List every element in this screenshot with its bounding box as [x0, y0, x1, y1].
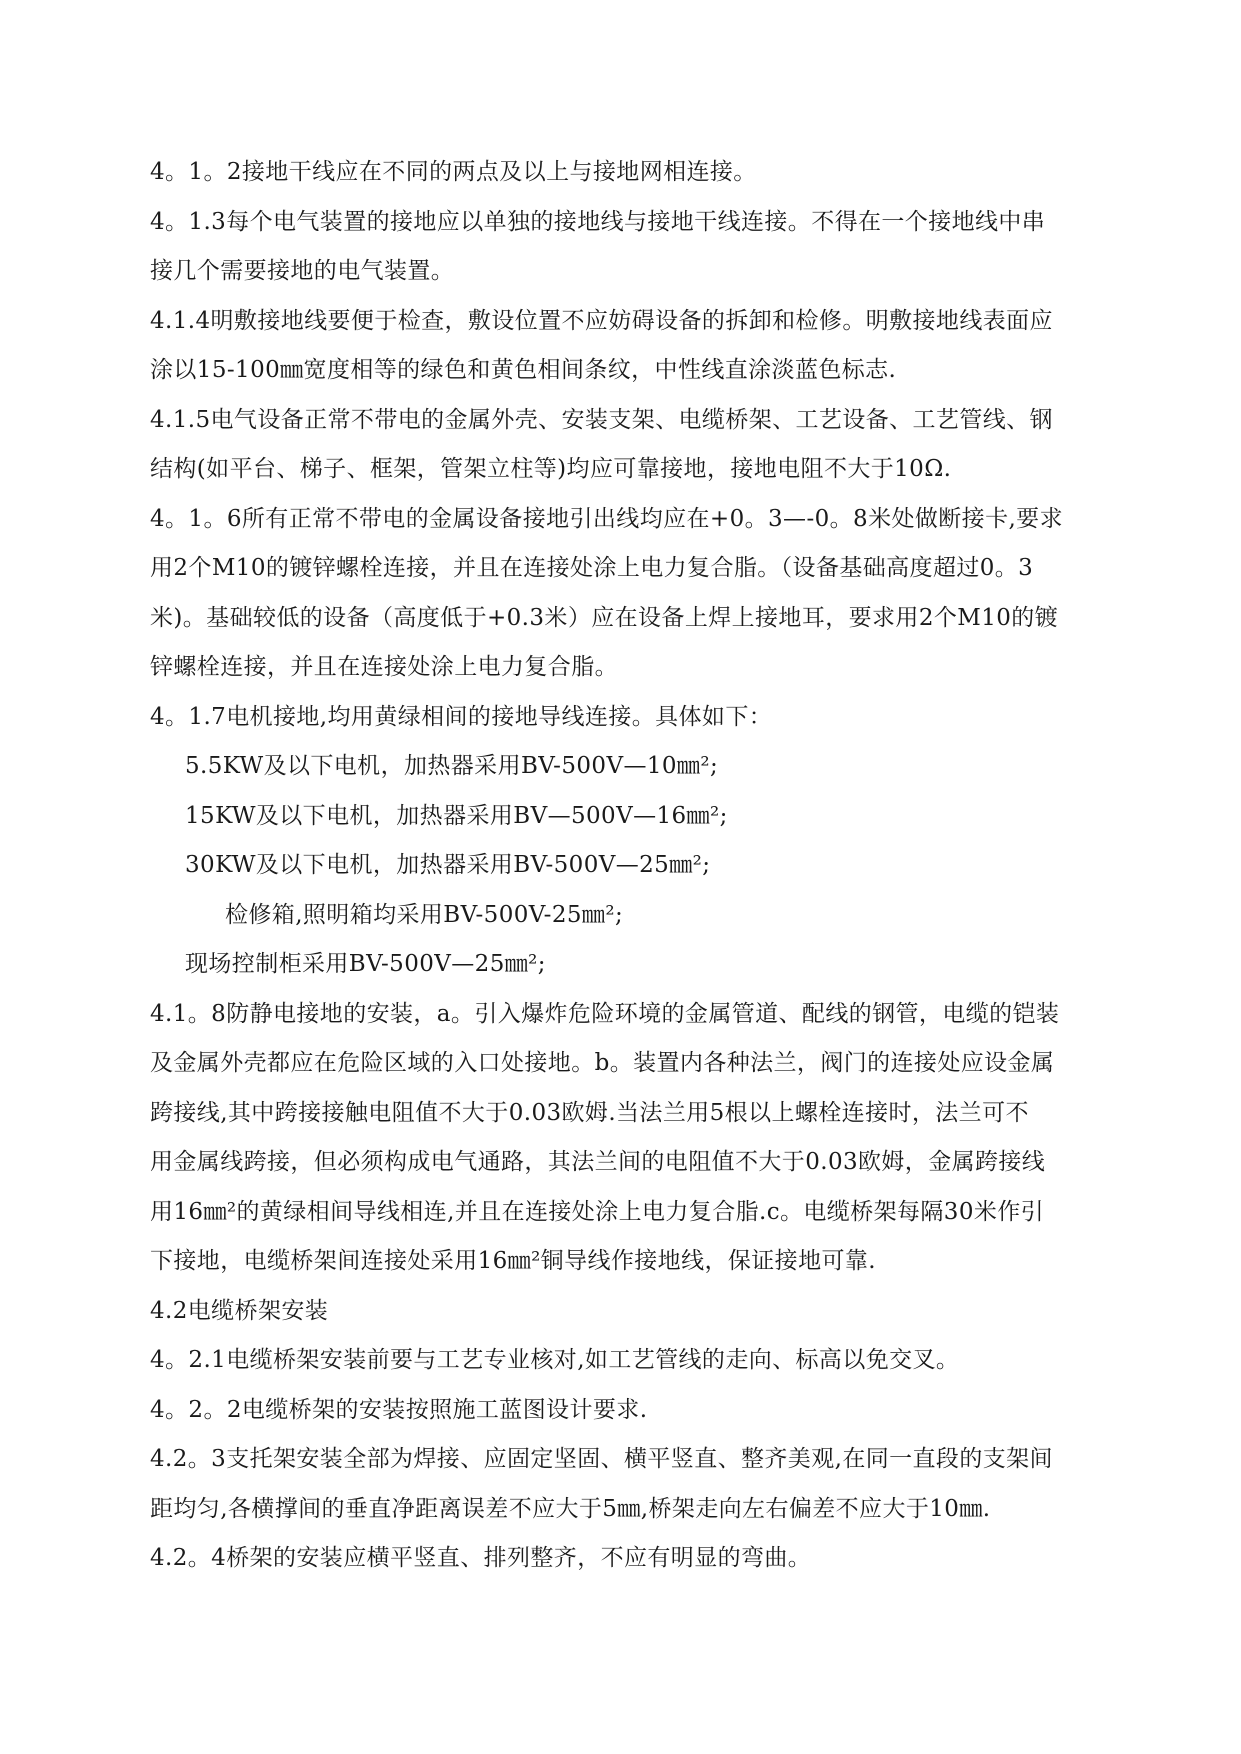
motor-grounding-item-4: 检修箱,照明箱均采用BV-500V-25㎜²;: [225, 902, 624, 928]
paragraph-4-1-6-line-3: 米)。基础较低的设备（高度低于+0.3米）应在设备上焊上接地耳，要求用2个M10的镀: [150, 605, 1059, 631]
paragraph-4-1-2: 4。1。2接地干线应在不同的两点及以上与接地网相连接。: [150, 159, 757, 185]
paragraph-4-1-3-line-2: 接几个需要接地的电气装置。: [150, 258, 455, 284]
paragraph-4-1-3-line-1: 4。1.3每个电气装置的接地应以单独的接地线与接地干线连接。不得在一个接地线中串: [150, 209, 1046, 235]
motor-grounding-item-5: 现场控制柜采用BV-500V—25㎜²;: [185, 951, 546, 977]
paragraph-4-1-8-line-5: 用16㎜²的黄绿相间导线相连,并且在连接处涂上电力复合脂.c。电缆桥架每隔30米作引: [150, 1199, 1045, 1225]
paragraph-4-1-8-line-4: 用金属线跨接，但必须构成电气通路，其法兰间的电阻值不大于0.03欧姆，金属跨接线: [150, 1149, 1046, 1175]
paragraph-4-2-1: 4。2.1电缆桥架安装前要与工艺专业核对,如工艺管线的走向、标高以免交叉。: [150, 1347, 960, 1373]
paragraph-4-2-2: 4。2。2电缆桥架的安装按照施工蓝图设计要求.: [150, 1397, 648, 1423]
paragraph-4-1-4-line-1: 4.1.4明敷接地线要便于检查，敷设位置不应妨碍设备的拆卸和检修。明敷接地线表面应: [150, 308, 1053, 334]
paragraph-4-1-6-line-1: 4。1。6所有正常不带电的金属设备接地引出线均应在+0。3—-0。8米处做断接卡,要求: [150, 506, 1063, 532]
motor-grounding-item-3: 30KW及以下电机，加热器采用BV-500V—25㎜²;: [185, 852, 711, 878]
paragraph-4-1-5-line-1: 4.1.5电气设备正常不带电的金属外壳、安装支架、电缆桥架、工艺设备、工艺管线、钢: [150, 407, 1053, 433]
paragraph-4-1-6-line-2: 用2个M10的镀锌螺栓连接，并且在连接处涂上电力复合脂。（设备基础高度超过0。3: [150, 555, 1034, 581]
paragraph-4-1-7: 4。1.7电机接地,均用黄绿相间的接地导线连接。具体如下：: [150, 704, 773, 730]
motor-grounding-item-2: 15KW及以下电机，加热器采用BV—500V—16㎜²;: [185, 803, 728, 829]
paragraph-4-1-5-line-2: 结构(如平台、梯子、框架，管架立柱等)均应可靠接地，接地电阻不大于10Ω.: [150, 456, 952, 482]
paragraph-4-1-8-line-6: 下接地，电缆桥架间连接处采用16㎜²铜导线作接地线，保证接地可靠.: [150, 1248, 876, 1274]
section-heading-4-2: 4.2电缆桥架安装: [150, 1298, 329, 1324]
paragraph-4-1-6-line-4: 锌螺栓连接，并且在连接处涂上电力复合脂。: [150, 654, 618, 680]
motor-grounding-item-1: 5.5KW及以下电机，加热器采用BV-500V—10㎜²;: [185, 753, 719, 779]
paragraph-4-2-3-line-2: 距均匀,各横撑间的垂直净距离误差不应大于5㎜,桥架走向左右偏差不应大于10㎜.: [150, 1496, 991, 1522]
paragraph-4-2-3-line-1: 4.2。3支托架安装全部为焊接、应固定坚固、横平竖直、整齐美观,在同一直段的支架间: [150, 1446, 1053, 1472]
paragraph-4-1-4-line-2: 涂以15-100㎜宽度相等的绿色和黄色相间条纹，中性线直涂淡蓝色标志.: [150, 357, 897, 383]
paragraph-4-2-4: 4.2。4桥架的安装应横平竖直、排列整齐，不应有明显的弯曲。: [150, 1545, 812, 1571]
paragraph-4-1-8-line-3: 跨接线,其中跨接接触电阻值不大于0.03欧姆.当法兰用5根以上螺栓连接时，法兰可不: [150, 1100, 1029, 1126]
paragraph-4-1-8-line-1: 4.1。8防静电接地的安装，a。引入爆炸危险环境的金属管道、配线的钢管，电缆的铠装: [150, 1001, 1060, 1027]
paragraph-4-1-8-line-2: 及金属外壳都应在危险区域的入口处接地。b。装置内各种法兰，阀门的连接处应设金属: [150, 1050, 1055, 1076]
